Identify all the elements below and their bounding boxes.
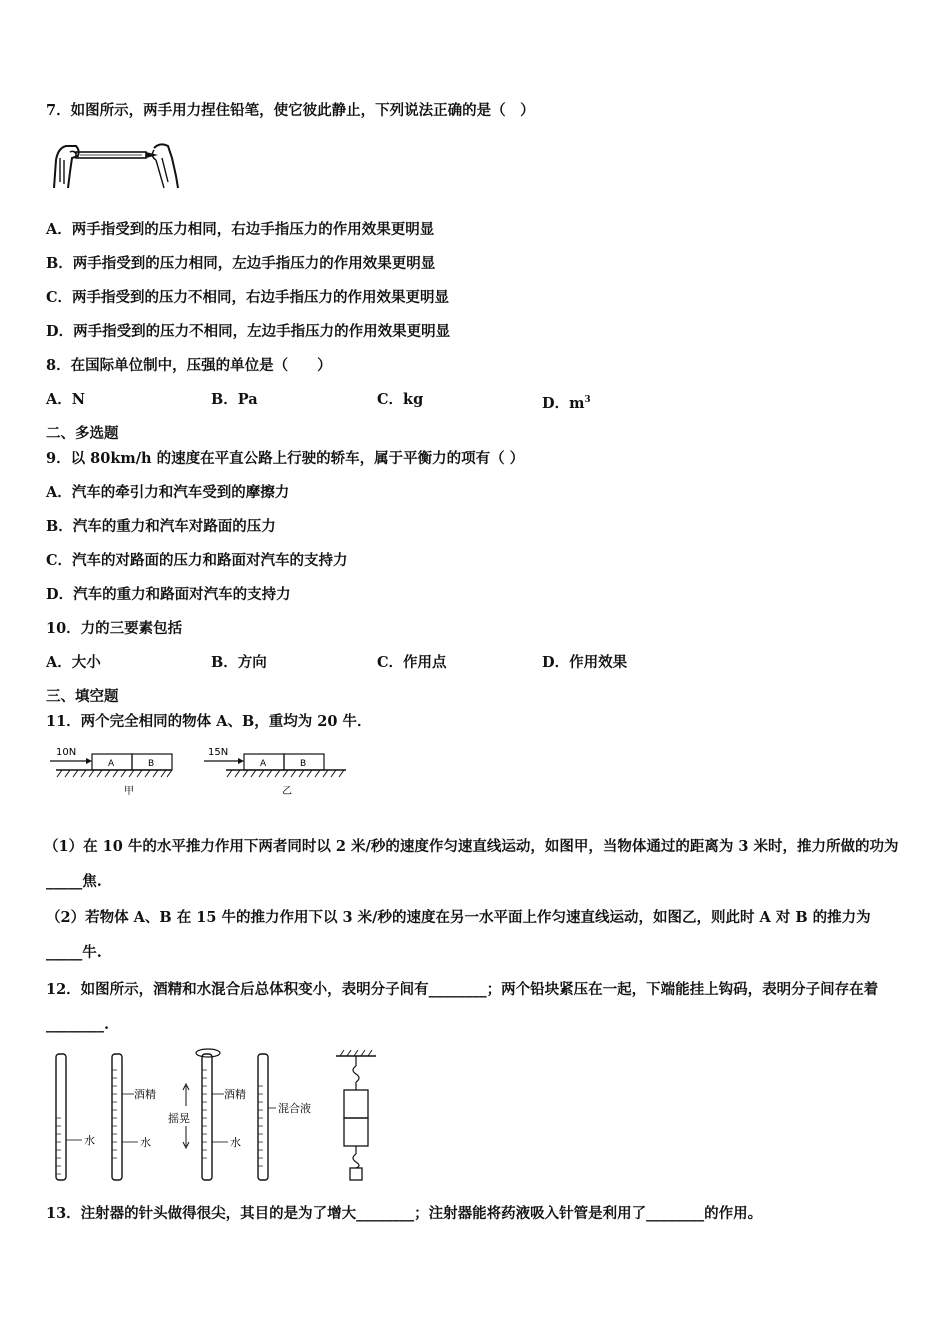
q12-stem: 12．如图所示，酒精和水混合后总体积变小，表明分子间有________；两个铅块紧压在一起，下端能挂上钩码，表明分子间存在着________. [46, 981, 879, 1033]
q13-stem: 13．注射器的针头做得很尖，其目的是为了增大________；注射器能将药液吸入针管是利用了________的作用。 [46, 1205, 763, 1222]
q7-option-c: C．两手指受到的压力不相同，右边手指压力的作用效果更明显 [46, 289, 450, 306]
svg-text:水: 水 [140, 1136, 151, 1149]
q10-option-a: A．大小 [46, 654, 101, 671]
q10-option-b: B．方向 [211, 654, 267, 671]
svg-text:水: 水 [230, 1136, 241, 1149]
force-label-10n: 10N [56, 747, 77, 758]
section-fill-in: 三、填空题 [46, 688, 119, 705]
q7-option-b: B．两手指受到的压力相同，左边手指压力的作用效果更明显 [46, 255, 436, 272]
svg-text:酒精: 酒精 [134, 1088, 156, 1101]
caption-jia: 甲 [124, 786, 134, 797]
q10-stem: 10．力的三要素包括 [46, 620, 183, 637]
q11-part2: （2）若物体 A、B 在 15 牛的推力作用下以 3 米/秒的速度在另一水平面上作匀速直线运动，如图乙，则此时 A 对 B 的推力为_____牛. [46, 909, 871, 961]
lead-block-upper [344, 1090, 368, 1118]
molecules-figure [50, 1046, 400, 1184]
q7-option-d: D．两手指受到的压力不相同，左边手指压力的作用效果更明显 [46, 323, 451, 340]
q9-option-a: A．汽车的牵引力和汽车受到的摩擦力 [46, 484, 290, 501]
q8-option-d: D．$m^3$ [542, 394, 591, 412]
q11-stem: 11．两个完全相同的物体 A、B，重均为 20 牛． [46, 713, 372, 730]
svg-text:A: A [260, 759, 267, 769]
q8-option-a: A．N [46, 391, 86, 408]
q10-option-c: C．作用点 [377, 654, 447, 671]
q9-stem: 9．以 80km/h 的速度在平直公路上行驶的轿车，属于平衡力的项有（ ） [46, 450, 525, 467]
section-multiple-choice: 二、多选题 [46, 425, 119, 442]
q9-option-b: B．汽车的重力和汽车对路面的压力 [46, 518, 276, 535]
svg-text:水: 水 [84, 1134, 95, 1147]
blocks-push-figure [46, 742, 366, 798]
svg-text:B: B [300, 759, 307, 769]
lead-block-lower [344, 1118, 368, 1146]
q7-option-a: A．两手指受到的压力相同，右边手指压力的作用效果更明显 [46, 221, 435, 238]
svg-text:混合液: 混合液 [278, 1102, 311, 1115]
q8-option-c: C．kg [377, 391, 424, 408]
svg-text:B: B [148, 759, 155, 769]
force-label-15n: 15N [208, 747, 229, 758]
q7-stem: 7．如图所示，两手用力捏住铅笔，使它彼此静止，下列说法正确的是（ ） [46, 102, 535, 119]
q9-option-d: D．汽车的重力和路面对汽车的支持力 [46, 586, 291, 603]
q11-part1: （1）在 10 牛的水平推力作用下两者同时以 2 米/秒的速度作匀速直线运动，如图甲，当物体通过的距离为 3 米时，推力所做的功为_____焦. [44, 838, 899, 890]
pencil-fingers-figure [50, 138, 182, 190]
q8-stem: 8．在国际单位制中，压强的单位是（ ） [46, 357, 332, 374]
svg-text:酒精: 酒精 [224, 1088, 246, 1101]
svg-text:摇晃: 摇晃 [168, 1112, 190, 1125]
caption-yi: 乙 [282, 786, 292, 797]
q8-option-b: B．Pa [211, 391, 258, 408]
svg-text:A: A [108, 759, 115, 769]
q10-option-d: D．作用效果 [542, 654, 628, 671]
q9-option-c: C．汽车的对路面的压力和路面对汽车的支持力 [46, 552, 348, 569]
hook-weight [350, 1168, 362, 1180]
